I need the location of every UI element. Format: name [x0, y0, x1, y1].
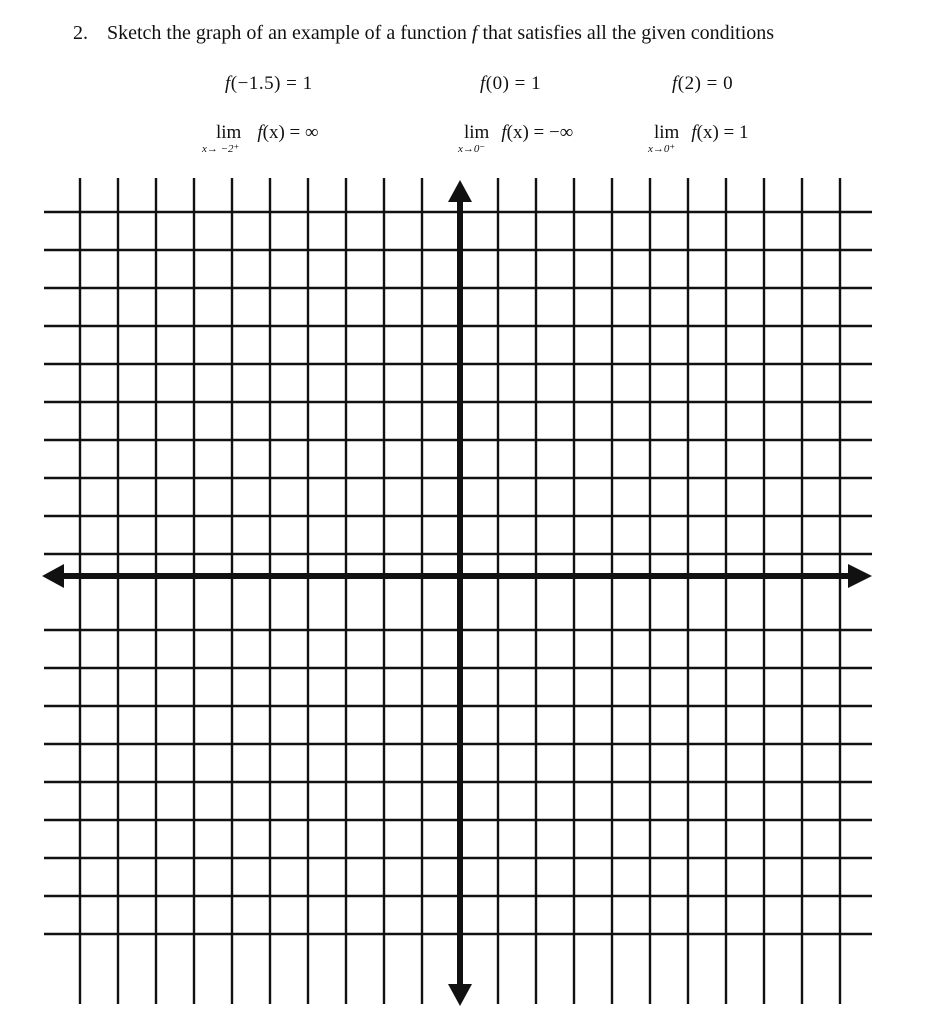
- limit-x-to-neg2-plus: lim f(x) = ∞ x→ −2⁺: [202, 122, 319, 155]
- question-text-after: that satisfies all the given conditions: [482, 22, 775, 44]
- limit-subscript: x→0⁺: [648, 143, 676, 155]
- condition-f-2: f(2) = 0: [672, 73, 734, 94]
- x-axis-left-arrow-icon: [42, 564, 64, 588]
- x-axis-right-arrow-icon: [848, 564, 872, 588]
- function-symbol: f: [471, 22, 478, 44]
- lim-word: lim: [654, 122, 680, 143]
- limit-x-to-0-minus: lim f(x) = −∞ x→0⁻: [458, 122, 574, 155]
- y-axis-up-arrow-icon: [448, 180, 472, 202]
- lim-word: lim: [464, 122, 490, 143]
- y-axis-down-arrow-icon: [448, 984, 472, 1006]
- limit-x-to-0-plus: lim f(x) = 1 x→0⁺: [648, 122, 749, 155]
- condition-f-neg1-5: f(−1.5) = 1: [225, 73, 313, 94]
- limit-subscript: x→0⁻: [458, 143, 486, 155]
- limit-subscript: x→ −2⁺: [202, 143, 240, 155]
- lim-word: lim: [216, 122, 242, 143]
- question-number: 2.: [73, 22, 88, 44]
- condition-f-0: f(0) = 1: [480, 73, 542, 94]
- question-text-before: Sketch the graph of an example of a function: [107, 22, 467, 44]
